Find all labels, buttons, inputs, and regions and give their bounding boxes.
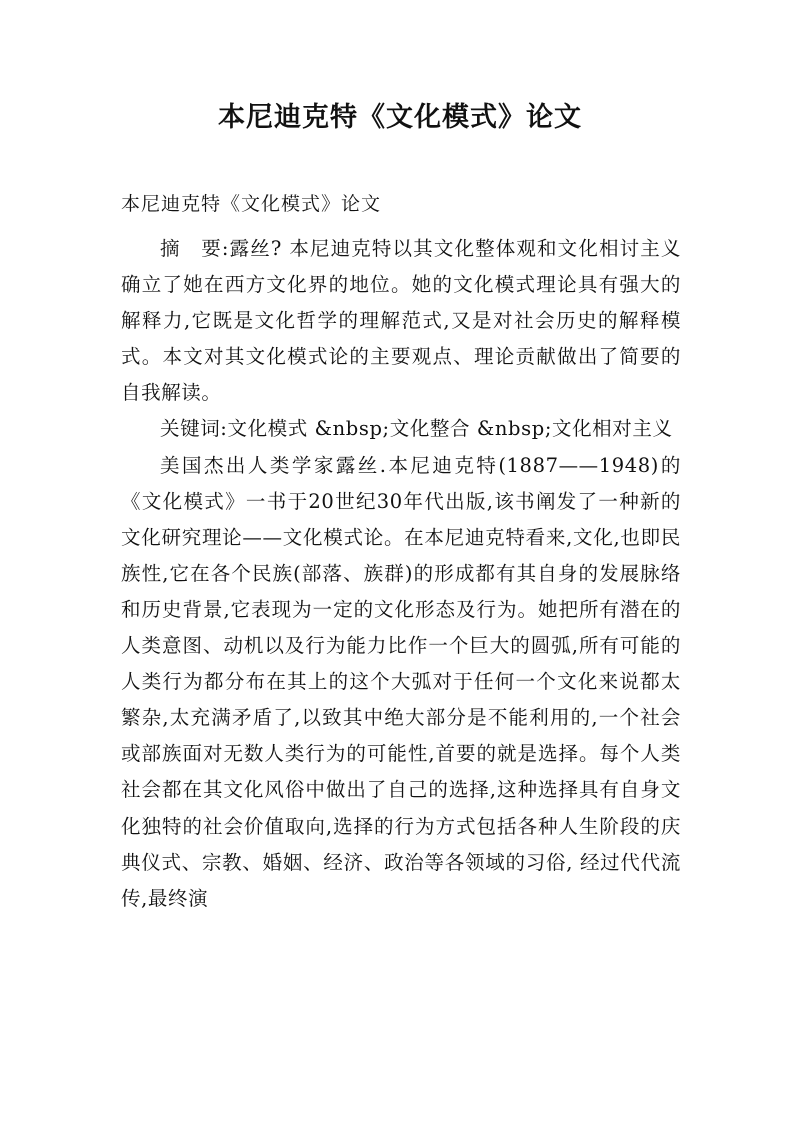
document-body <box>121 231 681 917</box>
document-title: 本尼迪克特《文化模式》论文 <box>218 102 582 133</box>
document-subtitle: 本尼迪克特《文化模式》论文 <box>121 193 382 215</box>
body-paragraph: 美国杰出人类学家露丝.本尼迪克特(1887——1948)的《文化模式》一书于20世纪30年代出版,该书阐发了一种新的文化研究理论——文化模式论。在本尼迪克特看来,文化,也即民族性,它在各个民族(部落、族群)的形成都有其自身的发展脉络和历史背景,它表现为一定的文化形态及行为。她把所有潜在的人类意图、动机以及行为能力比作一个巨大的圆弧,所有可能的人类行为都分布在其上的这个大弧对于任何一个文化来说都太繁杂,太充满矛盾了,以致其中绝大部分是不能利用的,一个社会或部族面对无数人类行为的可能性,首要的就是选择。每个人类社会都在其文化风俗中做出了自己的选择,这种选择具有自身文化独特的社会价值取向,选择的行为方式包括各种人生阶段的庆典仪式、宗教、婚姻、经济、政治等各领域的习俗, 经过代代流传,最终演 <box>121 453 681 910</box>
abstract-paragraph: 摘 要:露丝? 本尼迪克特以其文化整体观和文化相讨主义确立了她在西方文化界的地位。她的文化模式理论具有强大的解释力,它既是文化哲学的理解范式,又是对社会历史的解释模式。本文对其文化模式论的主要观点、理论贡献做出了简要的自我解读。 <box>121 237 681 405</box>
keywords-paragraph: 关键词:文化模式 &nbsp;文化整合 &nbsp;文化相对主义 <box>160 417 673 441</box>
